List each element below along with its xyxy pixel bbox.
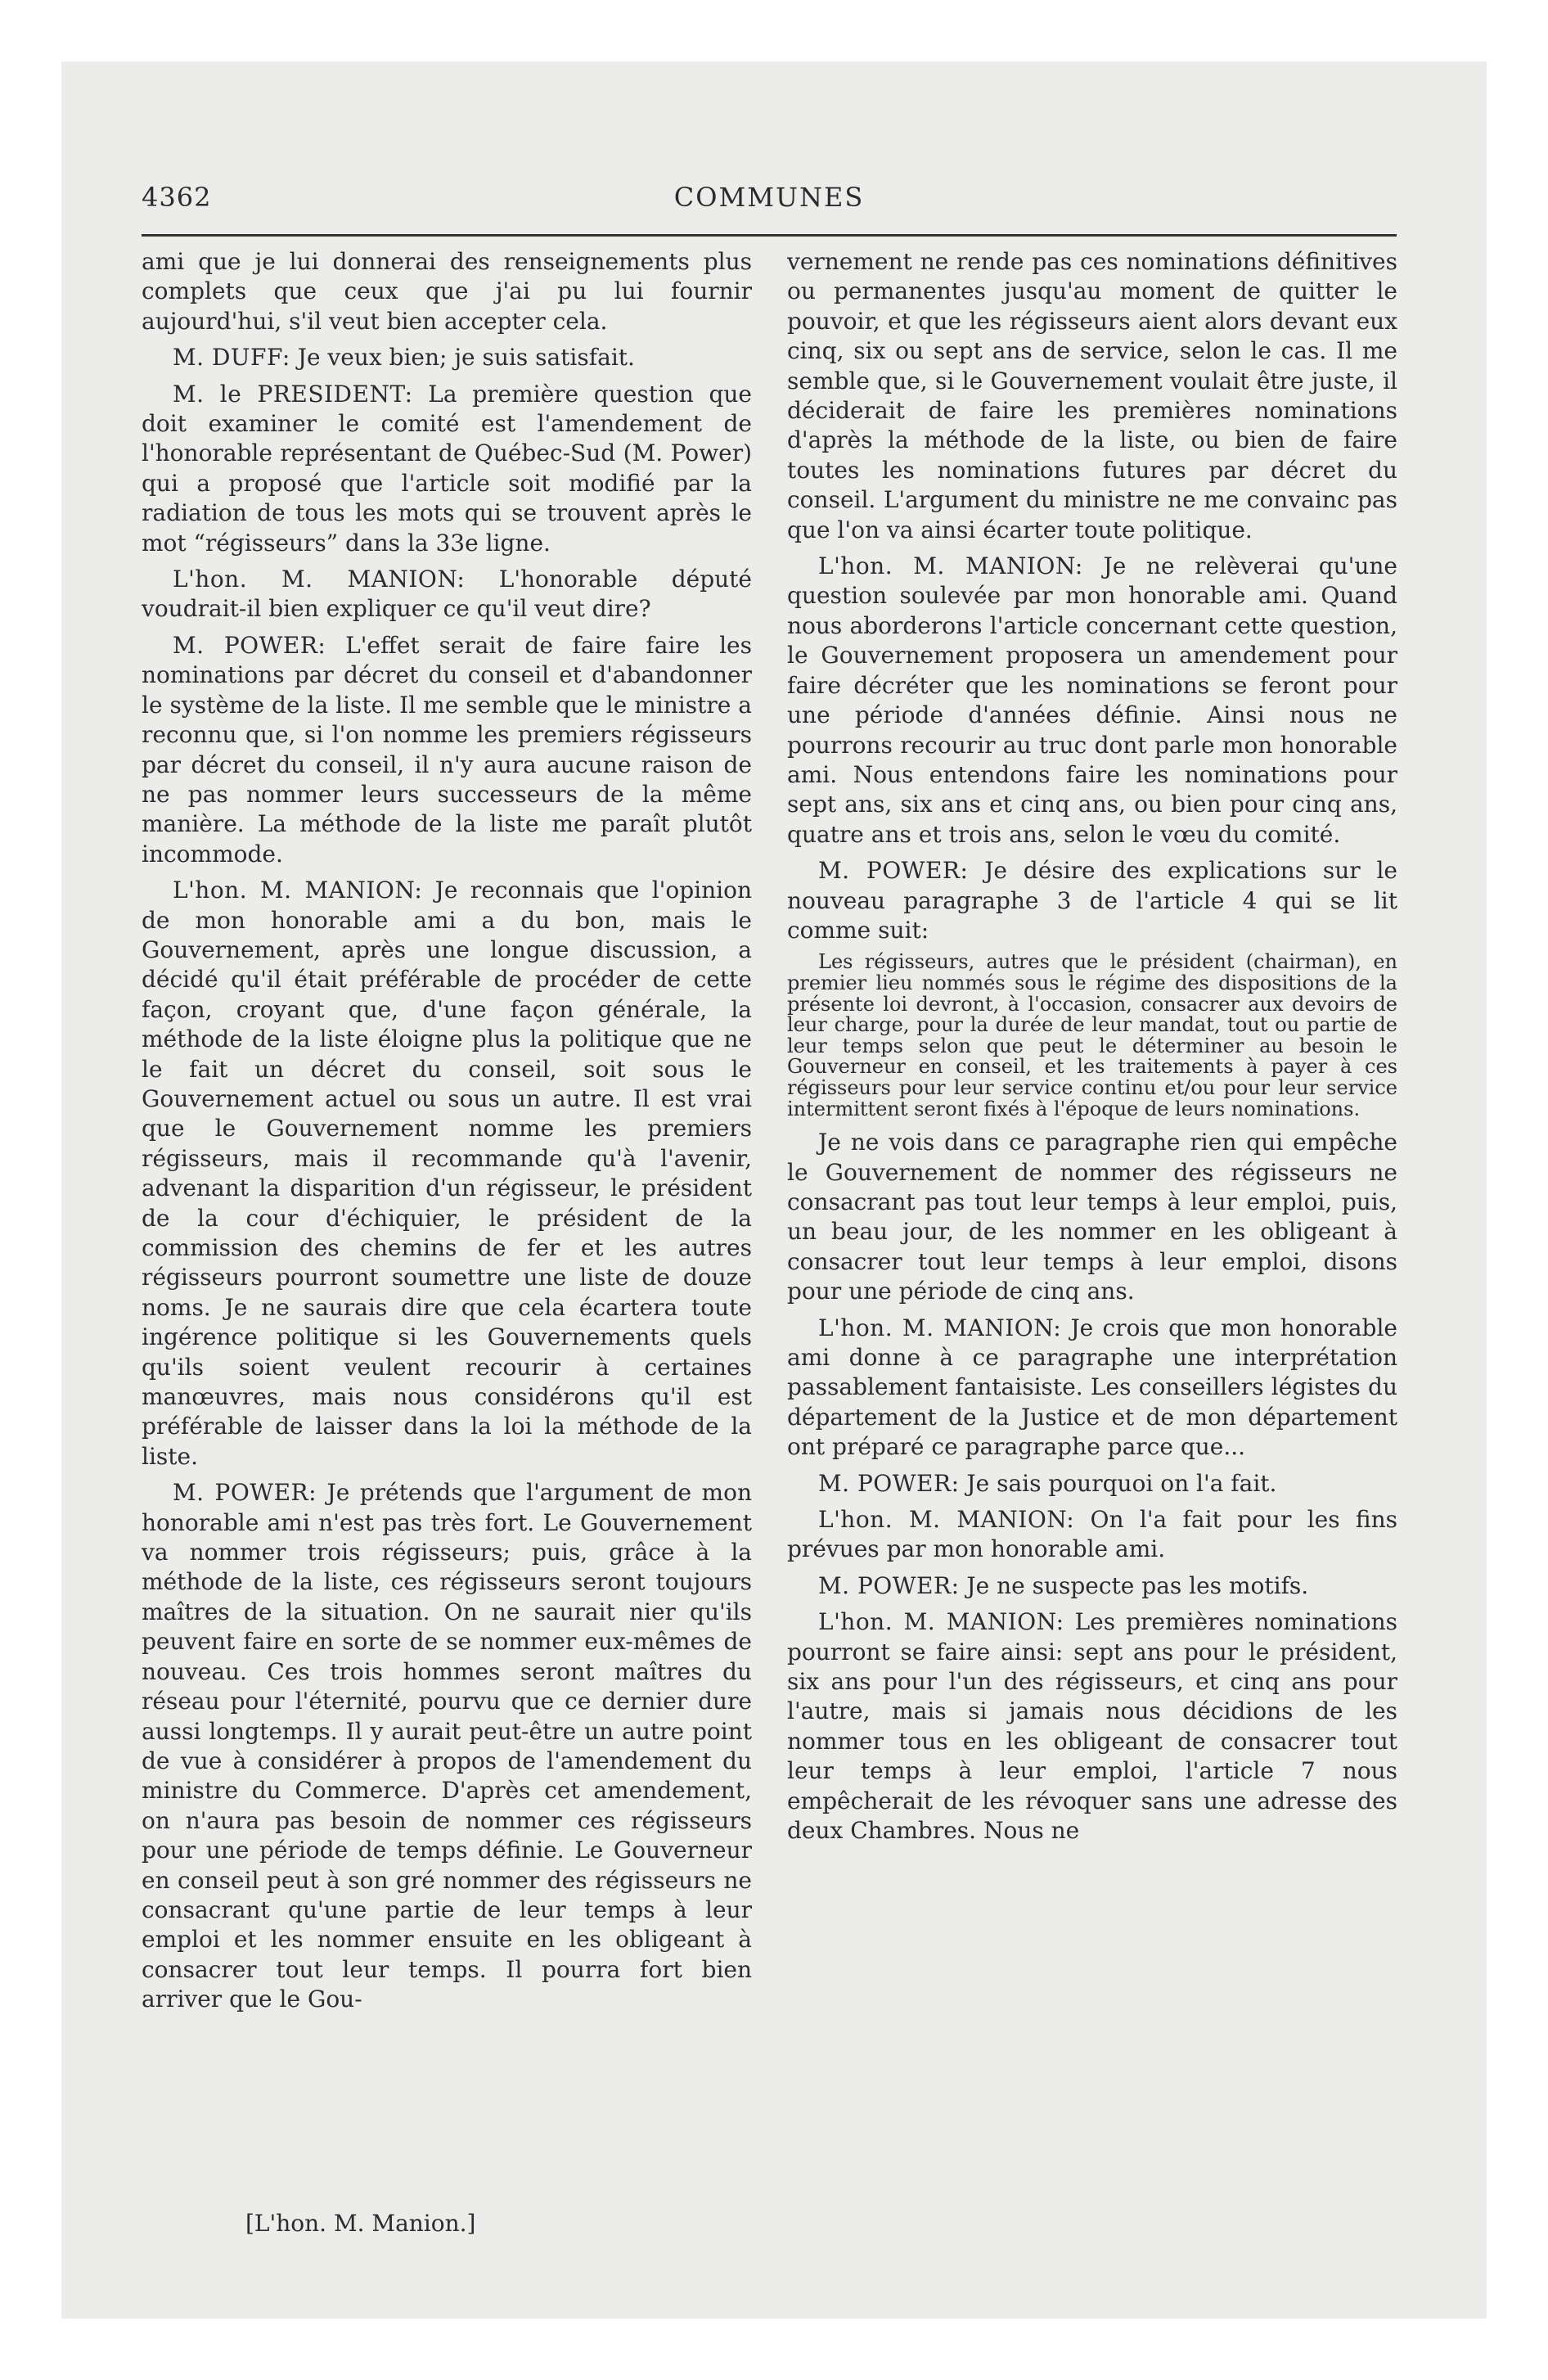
speaker-name: L'hon. M. MANION: [818, 1608, 1064, 1636]
speaker-name: M. POWER: [173, 631, 326, 659]
paragraph-text: Je prétends que l'argument de mon honorable ami n'est pas très fort. Le Gouvernement va nommer trois régisseurs; puis, grâce à la méthode de la liste, ces régisseurs seront toujours maîtres de la situation. On ne saurait nier qu'ils peuvent faire en sorte de se nommer eux-mêmes de nouveau. Ces trois hommes seront maîtres du réseau pour l'éternité, pourvu que ce dernier dure aussi longtemps. Il y aurait peut-être un autre point de vue à considérer à propos de l'amendement du ministre du Commerce. D'après cet amendement, on n'aura pas besoin de nommer ces régisseurs pour une période de temps définie. Le Gouverneur en conseil peut à son gré nommer des régisseurs ne consacrant qu'une partie de leur temps à leur emploi et les nommer ensuite en les obligeant à consacrer tout leur temps. Il pourra fort bien arriver que le Gou- [142, 1479, 752, 2013]
paragraph [787, 1469, 1397, 1499]
paragraph-text: Les premières nominations pourront se faire ainsi: sept ans pour le président, six ans pour l'un des régisseurs, et cinq ans pour l'autre, mais si jamais nous décidions de les nommer tous en les obligeant de consacrer tout leur temps à leur emploi, l'article 7 nous empêcherait de les révoquer sans une adresse des deux Chambres. Nous ne [787, 1608, 1398, 1845]
paragraph [142, 631, 752, 869]
speaker-name: M. le PRESIDENT: [173, 380, 413, 408]
paragraph [787, 1571, 1397, 1601]
paragraph-text: vernement ne rende pas ces nominations définitives ou permanentes jusqu'au moment de quitter le pouvoir, et que les régisseurs aient alors devant eux cinq, six ou sept ans de service, selon le cas. Il me semble que, si le Gouvernement voulait être juste, il déciderait de faire les premières nominations d'après la méthode de la liste, ou bien de faire toutes les nominations futures par décret du conseil. L'argument du ministre ne me convainc pas que l'on va ainsi écarter toute politique. [787, 248, 1397, 543]
paragraph-text: ami que je lui donnerai des renseignements plus complets que ceux que j'ai pu lui fournir aujourd'hui, s'il veut bien accepter cela. [142, 248, 752, 335]
paragraph-text: La première question que doit examiner le comité est l'amendement de l'honorable représentant de Québec-Sud (M. Power) qui a proposé que l'article soit modifié par la radiation de tous les mots qui se trouvent après le mot “régisseurs” dans la 33e ligne. [142, 380, 752, 557]
speaker-name: M. POWER: [173, 1479, 317, 1507]
speaker-name: L'hon. M. MANION: [818, 1505, 1075, 1533]
paragraph [142, 380, 752, 558]
paragraph-text: Je ne suspecte pas les motifs. [959, 1571, 1309, 1599]
quote-text: Les régisseurs, autres que le président (chairman), en premier lieu nommés sous le régime des dispositions de la présente loi devront, à l'occasion, consacrer aux devoirs de leur charge, pour la durée de leur mandat, tout ou partie de leur temps selon que peut le déterminer au besoin le Gouverneur en conseil, et les traitements à payer à ces régisseurs pour leur service continu et/ou pour leur service intermittent seront fixés à l'époque de leurs nominations. [787, 950, 1397, 1120]
paragraph [787, 1505, 1397, 1565]
paragraph-text: Je désire des explications sur le nouveau paragraphe 3 de l'article 4 qui se lit comme suit: [787, 857, 1398, 944]
speaker-attribution: [L'hon. M. Manion.] [245, 2210, 476, 2237]
left-column [142, 247, 752, 2022]
paragraph [787, 552, 1397, 850]
paragraph-text: Je veux bien; je suis satisfait. [290, 344, 635, 372]
paragraph-text: On l'a fait pour les fins prévues par mon honorable ami. [787, 1505, 1397, 1563]
header-rule [142, 234, 1397, 237]
paragraph-text: L'effet serait de faire faire les nominations par décret du conseil et d'abandonner le système de la liste. Il me semble que le ministre a reconnu que, si l'on nomme les premiers régisseurs par décret du conseil, il n'y aura aucune raison de ne pas nommer leurs successeurs de la même manière. La méthode de la liste me paraît plutôt incommode. [142, 631, 753, 868]
speaker-name: L'hon. M. MANION: [818, 1314, 1062, 1341]
paragraph-text: L'honorable député voudrait-il bien expliquer ce qu'il veut dire? [142, 566, 752, 623]
paragraph-text: Je crois que mon honorable ami donne à ce paragraphe une interprétation passablement fantaisiste. Les conseillers légistes du département de la Justice et de mon département ont préparé ce paragraphe parce que... [787, 1314, 1397, 1461]
running-head: COMMUNES [673, 182, 865, 213]
paragraph [787, 856, 1397, 945]
paragraph-text: Je ne relèverai qu'une question soulevée par mon honorable ami. Quand nous aborderons l'article concernant cette question, le Gouvernement proposera un amendement pour faire décréter que les nominations se feront pour une période d'années définie. Ainsi nous ne pourrons recourir au truc dont parle mon honorable ami. Nous entendons faire les nominations pour sept ans, six ans et cinq ans, ou bien pour cinq ans, quatre ans et trois ans, selon le vœu du comité. [787, 552, 1398, 848]
paragraph [142, 247, 752, 336]
paragraph-text: Je reconnais que l'opinion de mon honorable ami a du bon, mais le Gouvernement, après une longue discussion, a décidé qu'il était préférable de procéder de cette façon, croyant que, d'une façon générale, la méthode de la liste éloigne plus la politique que ne le fait un décret du conseil, soit sous le Gouvernement actuel ou sous un autre. Il est vrai que le Gouvernement nomme les premiers régisseurs, mais il recommande qu'à l'avenir, advenant la disparition d'un régisseur, le président de la cour d'échiquier, le président de la commission des chemins de fer et les autres régisseurs pourront soumettre une liste de douze noms. Je ne saurais dire que cela écartera toute ingérence politique si les Gouvernements quels qu'ils soient veulent recourir à certaines manœuvres, mais nous considérons qu'il est préférable de laisser dans la loi la méthode de la liste. [142, 877, 752, 1470]
speaker-name: M. POWER: [818, 857, 969, 885]
paragraph [787, 247, 1397, 545]
speaker-name: L'hon. M. MANION: [818, 552, 1083, 580]
paragraph [787, 1607, 1397, 1846]
paragraph [787, 1314, 1397, 1463]
paragraph [142, 343, 752, 372]
speaker-name: L'hon. M. MANION: [173, 877, 423, 904]
speaker-name: M. DUFF: [173, 344, 290, 372]
page-number: 4362 [142, 182, 212, 213]
paragraph [142, 1478, 752, 2014]
speaker-name: L'hon. M. MANION: [173, 566, 466, 593]
paragraph [142, 565, 752, 624]
page-header [142, 182, 1397, 218]
speaker-name: M. POWER: [818, 1469, 960, 1497]
right-column [787, 247, 1397, 1852]
paragraph [142, 876, 752, 1472]
paragraph-text: Je ne vois dans ce paragraphe rien qui empêche le Gouvernement de nommer des régisseurs ne consacrant pas tout leur temps à leur emploi, puis, un beau jour, de les nommer en les obligeant à consacrer tout leur temps à leur emploi, disons pour une période de cinq ans. [787, 1129, 1397, 1305]
speaker-name: M. POWER: [818, 1571, 960, 1599]
paragraph-text: Je sais pourquoi on l'a fait. [959, 1469, 1277, 1497]
quoted-paragraph [787, 952, 1397, 1120]
paragraph [787, 1128, 1397, 1306]
